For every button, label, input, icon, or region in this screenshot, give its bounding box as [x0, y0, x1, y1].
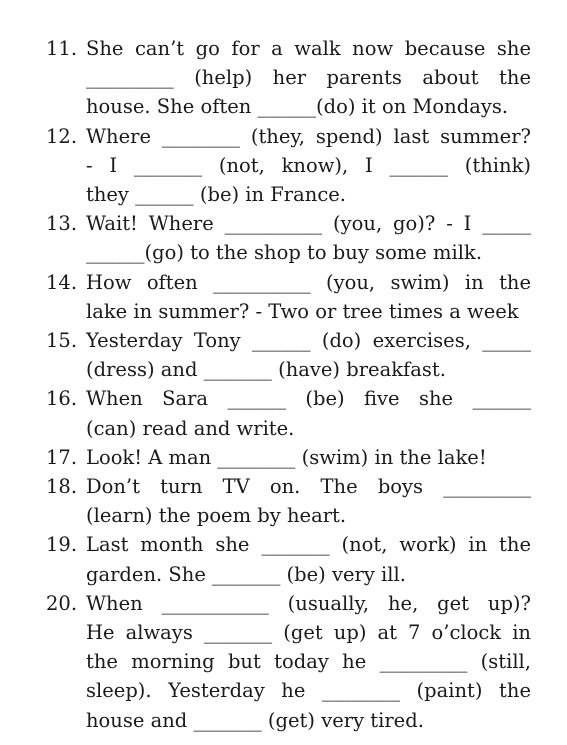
item-number: 16. [46, 387, 78, 411]
text-line: garden. She _______ (be) very ill. [86, 562, 406, 586]
text-line: sleep). Yesterday he ________ (paint) the [86, 679, 531, 703]
exercise-item [46, 34, 531, 122]
item-number: 11. [46, 37, 78, 60]
text-line: (dress) and _______ (have) breakfast. [86, 358, 446, 382]
text-line: Don’t turn TV on. The boys _________ [86, 475, 531, 499]
exercise-item [46, 472, 531, 530]
exercise-item [46, 530, 531, 588]
item-number: 13. [46, 212, 78, 236]
text-line: house and _______ (get) very tired. [86, 708, 424, 732]
item-text [86, 472, 531, 530]
text-line: She can’t go for a walk now because she [86, 37, 531, 60]
item-number: 18. [46, 475, 78, 499]
text-line: Yesterday Tony ______ (do) exercises, _____ [86, 329, 531, 353]
exercise-item [46, 443, 531, 472]
text-line: - I _______ (not, know), I ______ (think) [86, 153, 531, 177]
text-line: Wait! Where __________ (you, go)? - I _____ [86, 212, 531, 236]
item-text [86, 34, 531, 122]
exercise-list [46, 34, 531, 735]
text-line: (can) read and write. [86, 416, 295, 440]
item-number: 12. [46, 124, 78, 148]
text-line: they ______ (be) in France. [86, 183, 346, 207]
text-line: (learn) the poem by heart. [86, 504, 347, 528]
item-text [86, 384, 531, 442]
text-line: When ___________ (usually, he, get up)? [86, 591, 531, 615]
item-text [86, 589, 531, 735]
item-text [86, 443, 531, 472]
item-number: 14. [46, 270, 78, 294]
exercise-item [46, 209, 531, 267]
exercise-item [46, 268, 531, 326]
text-line: Where ________ (they, spend) last summer? [86, 124, 531, 148]
item-number: 15. [46, 329, 78, 353]
text-line: He always _______ (get up) at 7 o’clock in [86, 621, 531, 645]
text-line: When Sara ______ (be) five she ______ [86, 387, 531, 411]
text-line: Last month she _______ (not, work) in the [86, 533, 531, 557]
text-line: house. She often ______(do) it on Mondays. [86, 95, 509, 119]
item-text [86, 530, 531, 588]
text-line: How often __________ (you, swim) in the [86, 270, 531, 294]
exercise-item [46, 326, 531, 384]
exercise-item [46, 589, 531, 735]
item-number: 17. [46, 445, 78, 469]
text-line: _________ (help) her parents about the [86, 66, 531, 90]
item-text [86, 326, 531, 384]
item-text [86, 122, 531, 210]
item-text [86, 209, 531, 267]
text-line: ______(go) to the shop to buy some milk. [86, 241, 483, 265]
item-number: 20. [46, 591, 78, 615]
item-text [86, 268, 531, 326]
text-line: Look! A man ________ (swim) in the lake! [86, 445, 487, 469]
item-number: 19. [46, 533, 78, 557]
text-line: lake in summer? - Two or tree times a week [86, 299, 519, 323]
text-line: the morning but today he _________ (still, [86, 650, 531, 674]
exercise-item [46, 384, 531, 442]
exercise-item [46, 122, 531, 210]
